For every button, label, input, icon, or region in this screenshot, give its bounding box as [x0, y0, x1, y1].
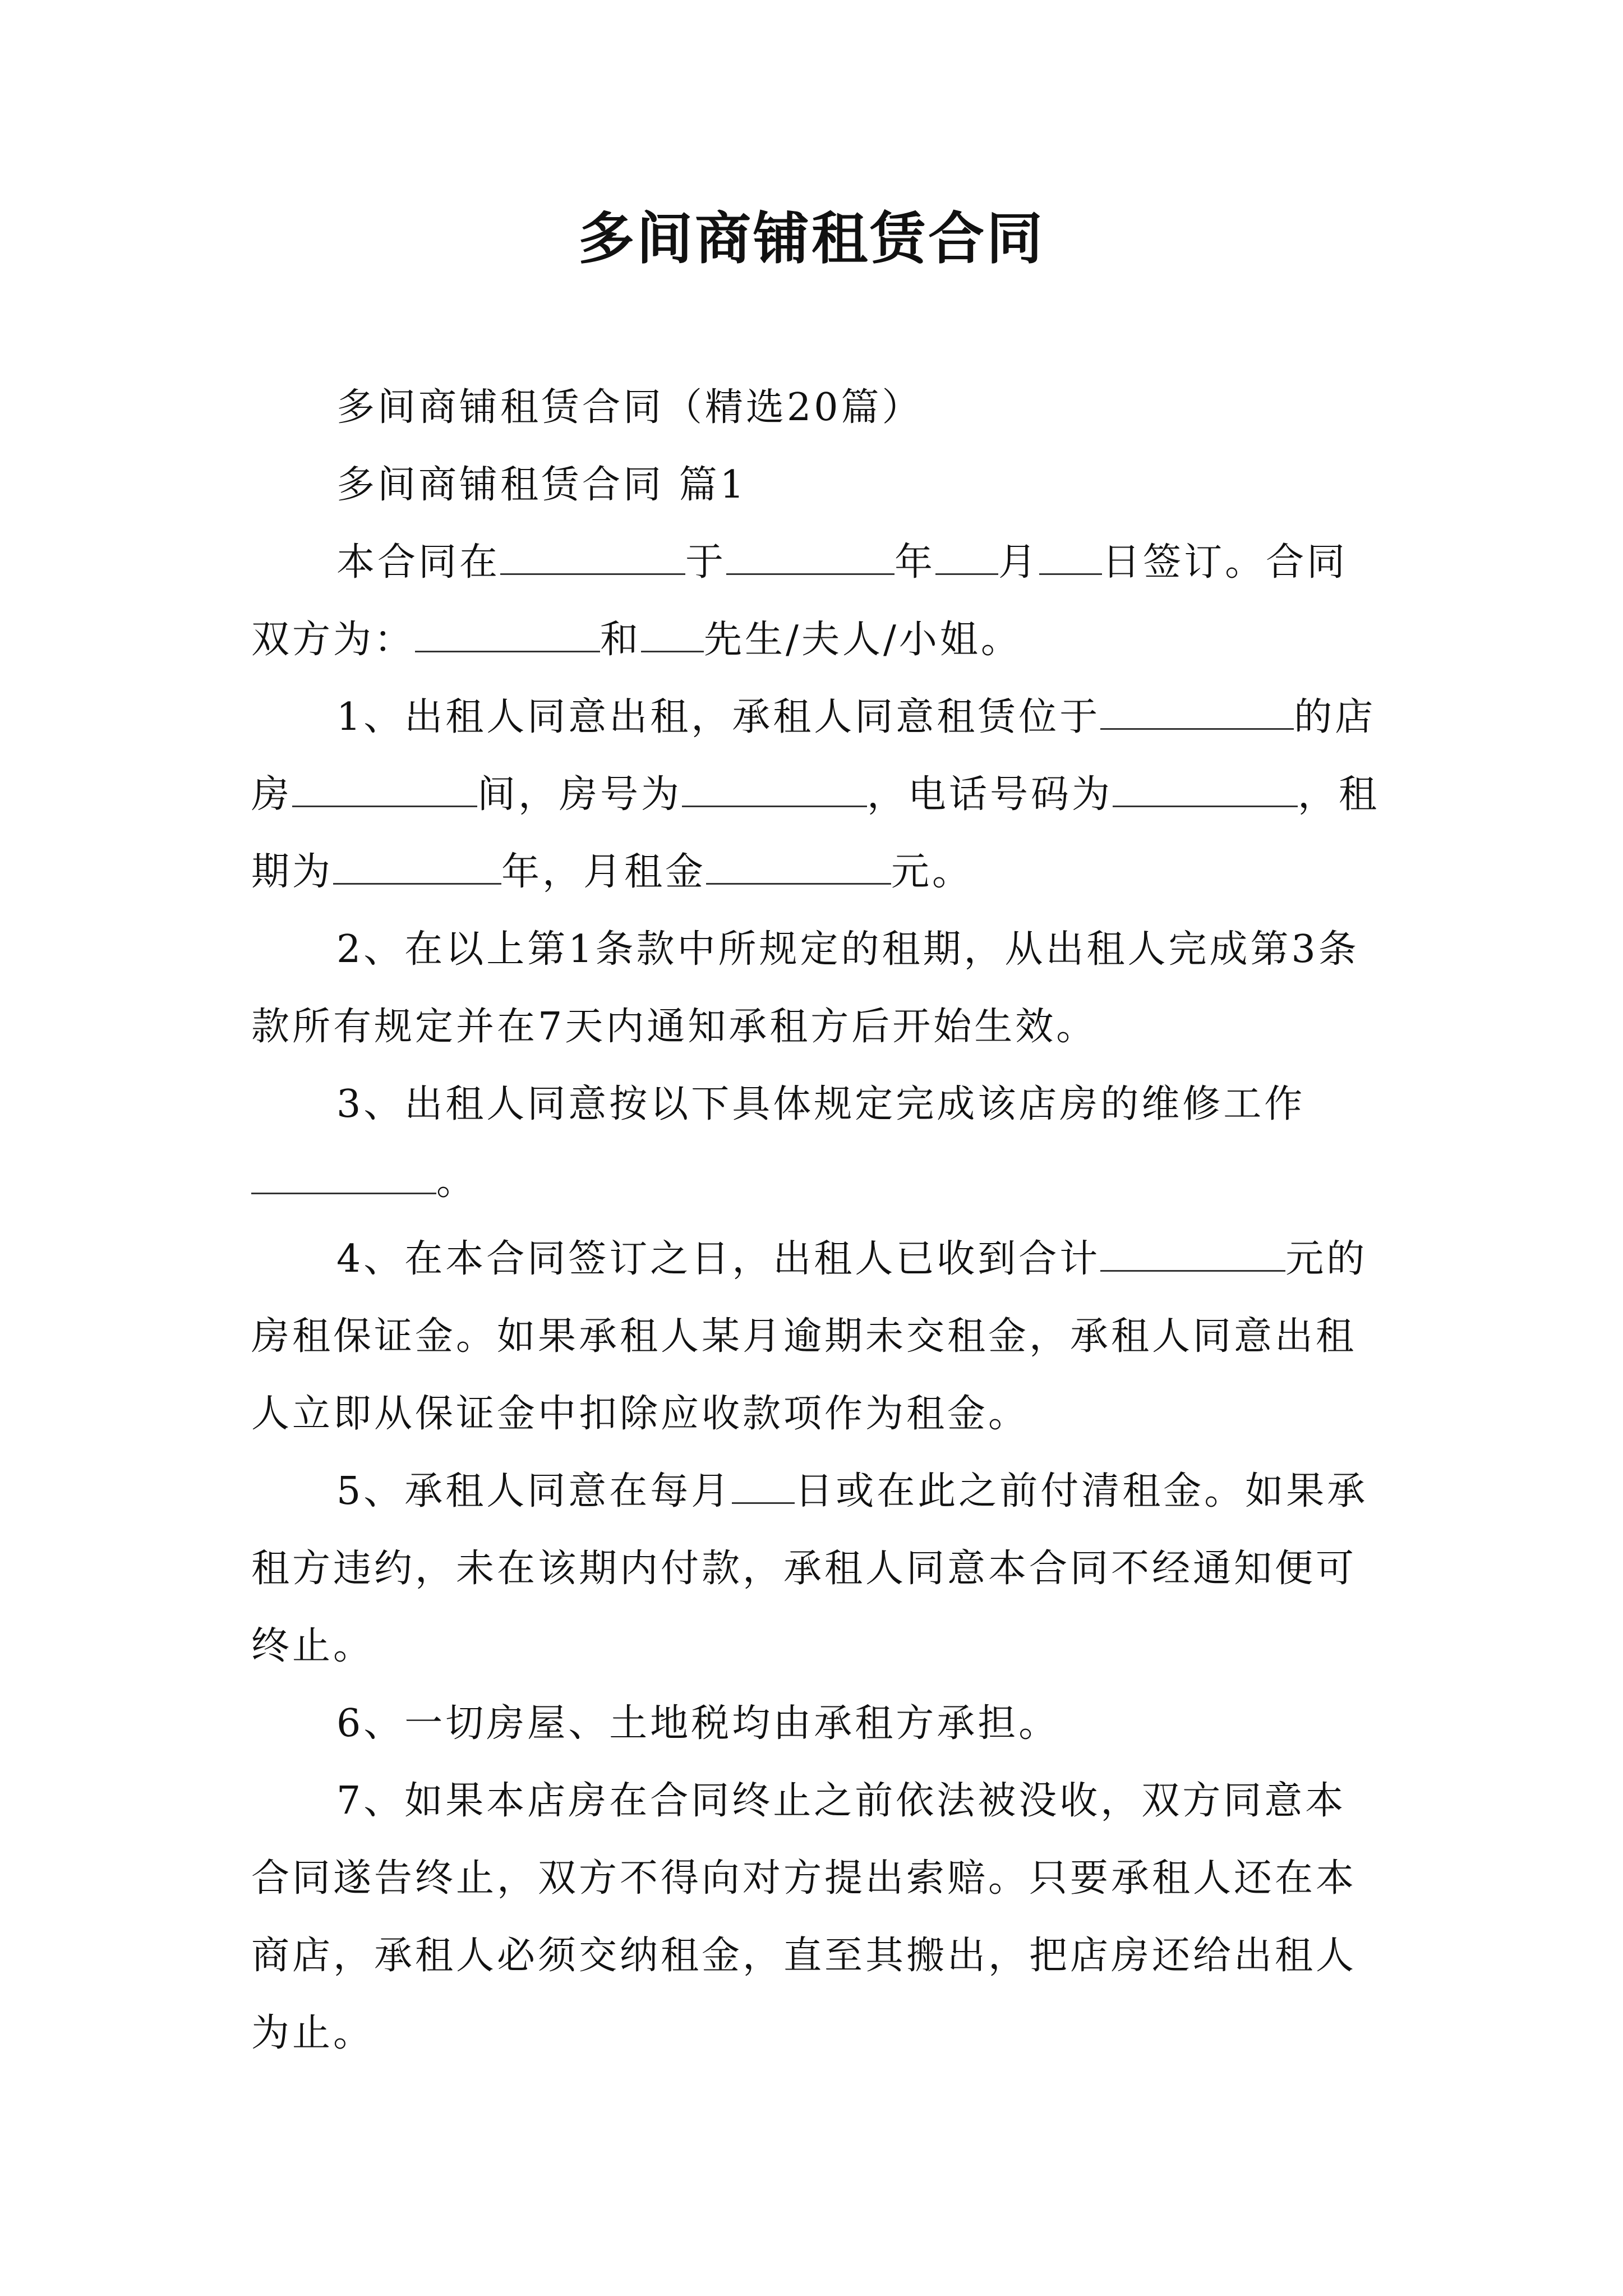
clause-6: 6、一切房屋、土地税均由承租方承担。 — [336, 1701, 1060, 1746]
document-title: 多间商铺租赁合同 — [578, 205, 1045, 272]
clause-4 — [251, 1221, 1384, 1453]
blank-field — [1113, 776, 1298, 807]
clause-text: ，电话号码为 — [867, 772, 1113, 817]
intro-text: 先生/夫人/小姐。 — [704, 618, 1022, 662]
intro-text: 和 — [600, 618, 642, 662]
contract-intro — [251, 524, 1384, 679]
blank-field — [333, 854, 501, 885]
blank-field — [1039, 544, 1102, 575]
blank-field — [706, 854, 891, 885]
clause-text: 店房 — [251, 695, 1376, 817]
clause-3 — [251, 1066, 1384, 1221]
blank-field — [726, 544, 895, 575]
clause-text: 间，房号为 — [477, 772, 683, 817]
blank-field — [1100, 699, 1294, 730]
blank-field — [251, 1163, 436, 1194]
intro-text: 年 — [895, 540, 936, 585]
clause-2: 2、在以上第1条款中所规定的租期，从出租人完成第3条款所有规定并在7天内通知承租方后开始生效。 — [251, 927, 1359, 1049]
clause-1 — [251, 679, 1384, 911]
intro-text: 本合同在 — [336, 540, 501, 585]
blank-field — [1100, 1241, 1285, 1272]
document-subtitle: 多间商铺租赁合同（精选20篇） — [336, 385, 923, 430]
clause-text: 日或在此之前付清租金。如果承租方违约，未在该期内付款，承租人同意本合同不经通知便可终止。 — [251, 1469, 1368, 1668]
clause-7: 7、如果本店房在合同终止之前依法被没收，双方同意本合同遂告终止，双方不得向对方提出索赔。只要承租人还在本商店，承租人必须交纳租金，直至其搬出，把店房还给出租人为止。 — [251, 1779, 1357, 2055]
clause-text: 5、承租人同意在每月 — [336, 1469, 732, 1513]
blank-field — [641, 622, 704, 652]
intro-text: 月 — [998, 540, 1040, 585]
clause-text: 元 — [1285, 1237, 1327, 1281]
blank-field — [732, 1473, 795, 1504]
clause-text: 元。 — [891, 850, 974, 894]
clause-text: 。 — [436, 1159, 478, 1204]
intro-text: 日签订。 — [1102, 540, 1266, 585]
section-heading: 多间商铺租赁合同 篇1 — [336, 463, 747, 507]
document-body — [251, 369, 1384, 2072]
clause-5 — [251, 1453, 1384, 1685]
intro-text: 合同双方为： — [251, 540, 1348, 662]
clause-text: 年，月租金 — [501, 850, 707, 894]
clause-text: ，租期为 — [251, 772, 1380, 894]
blank-field — [292, 776, 477, 807]
clause-text: 4、在本合同签订之日，出租人已收到合计 — [336, 1237, 1101, 1281]
clause-text: 的 — [1294, 695, 1335, 739]
clause-text: 3、出租人同意按以下具体规定完成该店房的维修工作 — [336, 1082, 1306, 1126]
clause-text: 的房租保证金。如果承租人某月逾期未交租金，承租人同意出租人立即从保证金中扣除应收款项作为租金。 — [251, 1237, 1368, 1436]
clause-text: 1、出租人同意出租，承租人同意租赁位于 — [336, 695, 1101, 739]
blank-field — [935, 544, 998, 575]
blank-field — [682, 776, 867, 807]
intro-text: 于 — [685, 540, 727, 585]
blank-field — [415, 622, 600, 652]
blank-field — [500, 544, 685, 575]
